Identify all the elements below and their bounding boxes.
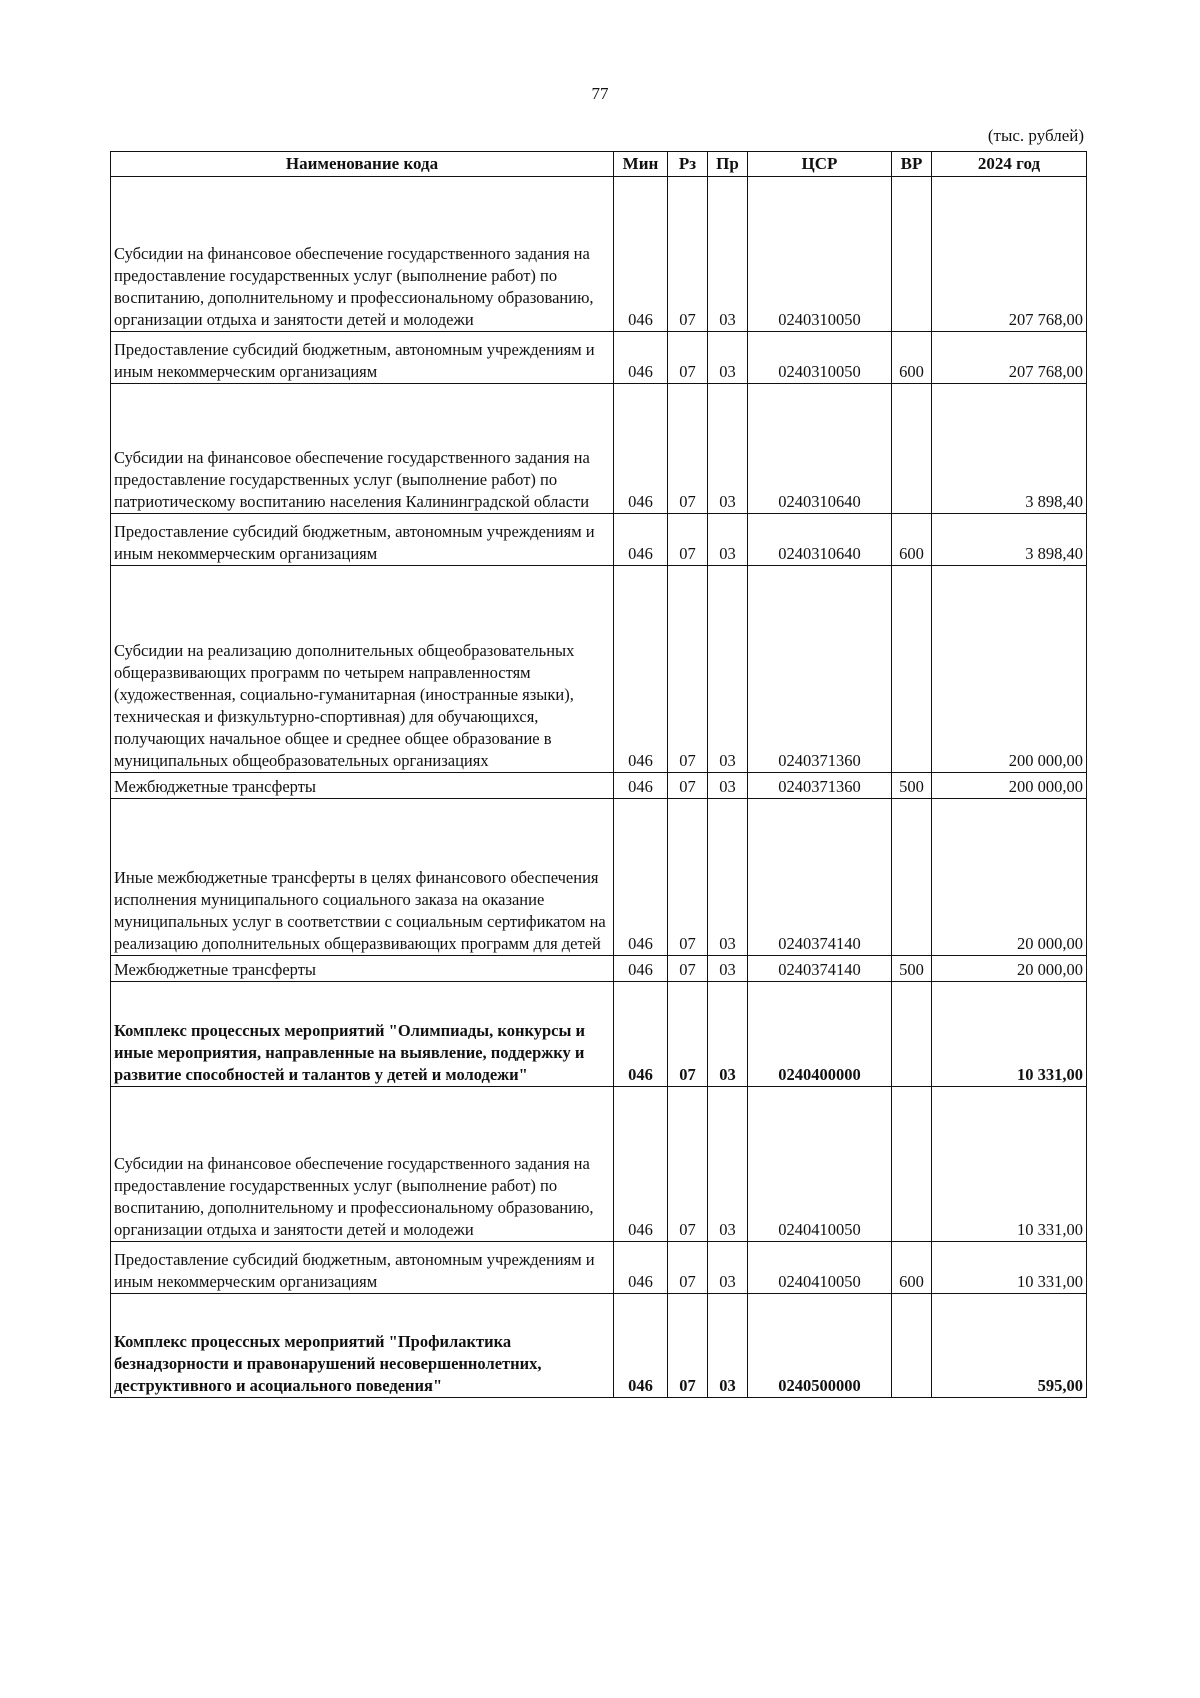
row-name: Межбюджетные трансферты	[111, 956, 614, 982]
row-min: 046	[614, 1242, 668, 1294]
row-rz: 07	[668, 1087, 708, 1242]
row-min: 046	[614, 1087, 668, 1242]
units-label: (тыс. рублей)	[987, 126, 1084, 145]
row-rz: 07	[668, 1242, 708, 1294]
row-amount: 200 000,00	[932, 773, 1087, 799]
page-number: 77	[591, 84, 609, 103]
row-csr: 0240410050	[748, 1242, 892, 1294]
row-vr: 600	[892, 1242, 932, 1294]
row-name: Субсидии на реализацию дополнительных общеобразовательных общеразвивающих программ по четырем направленностям (художественная, социально-гуманитарная (иностранные языки), техническая и физкультурно-спортивная) для обучающихся, получающих начальное общее и среднее общее образование в муниципальных общеобразовательных организациях	[111, 566, 614, 773]
row-name: Межбюджетные трансферты	[111, 773, 614, 799]
row-min: 046	[614, 177, 668, 332]
header-vr: ВР	[892, 152, 932, 177]
row-pr: 03	[708, 982, 748, 1087]
row-vr	[892, 1294, 932, 1398]
row-pr: 03	[708, 332, 748, 384]
row-amount: 10 331,00	[932, 1087, 1087, 1242]
row-vr	[892, 1087, 932, 1242]
row-csr: 0240371360	[748, 773, 892, 799]
header-rz: Рз	[668, 152, 708, 177]
row-name: Субсидии на финансовое обеспечение государственного задания на предоставление государственных услуг (выполнение работ) по воспитанию, дополнительному и профессиональному образованию, организации отдыха и занятости детей и молодежи	[111, 1087, 614, 1242]
row-amount: 207 768,00	[932, 177, 1087, 332]
header-pr: Пр	[708, 152, 748, 177]
row-pr: 03	[708, 1087, 748, 1242]
row-rz: 07	[668, 1294, 708, 1398]
row-pr: 03	[708, 384, 748, 514]
row-min: 046	[614, 956, 668, 982]
row-csr: 0240500000	[748, 1294, 892, 1398]
row-vr	[892, 566, 932, 773]
row-amount: 207 768,00	[932, 332, 1087, 384]
row-amount: 3 898,40	[932, 514, 1087, 566]
row-pr: 03	[708, 177, 748, 332]
row-amount: 20 000,00	[932, 956, 1087, 982]
row-vr: 500	[892, 773, 932, 799]
table-row	[111, 1087, 1087, 1242]
row-vr	[892, 982, 932, 1087]
row-min: 046	[614, 332, 668, 384]
header-name: Наименование кода	[111, 152, 614, 177]
row-min: 046	[614, 514, 668, 566]
row-name: Предоставление субсидий бюджетным, автономным учреждениям и иным некоммерческим организациям	[111, 1242, 614, 1294]
row-pr: 03	[708, 956, 748, 982]
table-row	[111, 514, 1087, 566]
row-min: 046	[614, 982, 668, 1087]
table-row	[111, 332, 1087, 384]
row-rz: 07	[668, 566, 708, 773]
row-vr	[892, 799, 932, 956]
row-min: 046	[614, 1294, 668, 1398]
row-pr: 03	[708, 514, 748, 566]
table-row	[111, 384, 1087, 514]
row-amount: 200 000,00	[932, 566, 1087, 773]
row-rz: 07	[668, 956, 708, 982]
row-name: Предоставление субсидий бюджетным, автономным учреждениям и иным некоммерческим организациям	[111, 332, 614, 384]
row-amount: 20 000,00	[932, 799, 1087, 956]
row-vr	[892, 177, 932, 332]
row-csr: 0240371360	[748, 566, 892, 773]
row-min: 046	[614, 799, 668, 956]
row-rz: 07	[668, 332, 708, 384]
table-row	[111, 956, 1087, 982]
table-row	[111, 799, 1087, 956]
table-row	[111, 982, 1087, 1087]
row-rz: 07	[668, 982, 708, 1087]
row-min: 046	[614, 773, 668, 799]
row-rz: 07	[668, 514, 708, 566]
row-amount: 3 898,40	[932, 384, 1087, 514]
row-rz: 07	[668, 799, 708, 956]
row-csr: 0240374140	[748, 956, 892, 982]
row-name: Комплекс процессных мероприятий "Олимпиады, конкурсы и иные мероприятия, направленные на выявление, поддержку и развитие способностей и талантов у детей и молодежи"	[111, 982, 614, 1087]
header-min: Мин	[614, 152, 668, 177]
row-name: Субсидии на финансовое обеспечение государственного задания на предоставление государственных услуг (выполнение работ) по воспитанию, дополнительному и профессиональному образованию, организации отдыха и занятости детей и молодежи	[111, 177, 614, 332]
row-vr: 600	[892, 514, 932, 566]
row-csr: 0240310640	[748, 514, 892, 566]
row-min: 046	[614, 384, 668, 514]
row-rz: 07	[668, 773, 708, 799]
row-csr: 0240310050	[748, 177, 892, 332]
row-vr: 600	[892, 332, 932, 384]
table-row	[111, 1294, 1087, 1398]
row-amount: 595,00	[932, 1294, 1087, 1398]
row-vr	[892, 384, 932, 514]
row-pr: 03	[708, 1294, 748, 1398]
table-row	[111, 1242, 1087, 1294]
row-csr: 0240374140	[748, 799, 892, 956]
row-pr: 03	[708, 566, 748, 773]
budget-table	[110, 151, 1087, 1398]
row-pr: 03	[708, 773, 748, 799]
row-vr: 500	[892, 956, 932, 982]
row-csr: 0240400000	[748, 982, 892, 1087]
row-name: Предоставление субсидий бюджетным, автономным учреждениям и иным некоммерческим организациям	[111, 514, 614, 566]
row-amount: 10 331,00	[932, 1242, 1087, 1294]
header-amount: 2024 год	[932, 152, 1087, 177]
row-csr: 0240310640	[748, 384, 892, 514]
row-amount: 10 331,00	[932, 982, 1087, 1087]
table-row	[111, 566, 1087, 773]
row-rz: 07	[668, 177, 708, 332]
table-row	[111, 177, 1087, 332]
row-csr: 0240410050	[748, 1087, 892, 1242]
header-csr: ЦСР	[748, 152, 892, 177]
row-min: 046	[614, 566, 668, 773]
table-row	[111, 773, 1087, 799]
row-pr: 03	[708, 1242, 748, 1294]
header-row	[111, 152, 1087, 177]
row-name: Субсидии на финансовое обеспечение государственного задания на предоставление государственных услуг (выполнение работ) по патриотическому воспитанию населения Калининградской области	[111, 384, 614, 514]
row-pr: 03	[708, 799, 748, 956]
row-csr: 0240310050	[748, 332, 892, 384]
row-name: Иные межбюджетные трансферты в целях финансового обеспечения исполнения муниципального социального заказа на оказание муниципальных услуг в соответствии с социальным сертификатом на реализацию дополнительных общеразвивающих программ для детей	[111, 799, 614, 956]
row-rz: 07	[668, 384, 708, 514]
row-name: Комплекс процессных мероприятий "Профилактика безнадзорности и правонарушений несовершеннолетних, деструктивного и асоциального поведения"	[111, 1294, 614, 1398]
